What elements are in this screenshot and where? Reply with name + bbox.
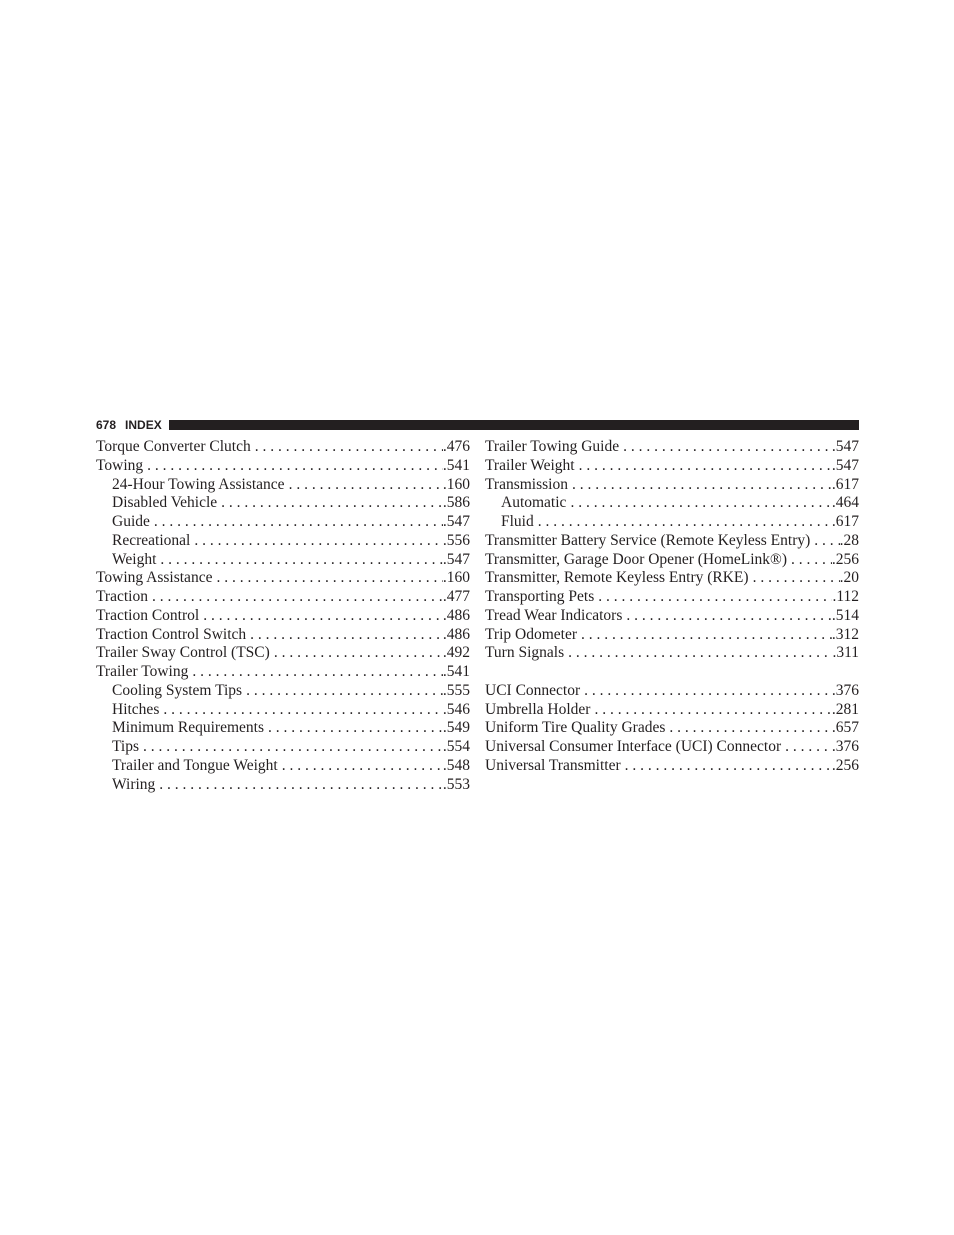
dot-leader bbox=[150, 513, 443, 532]
index-column-right bbox=[485, 438, 859, 776]
index-subentry bbox=[96, 494, 470, 513]
page-number: 678 bbox=[96, 418, 117, 432]
index-entry bbox=[485, 532, 859, 551]
dot-leader bbox=[575, 457, 832, 476]
index-term: Turn Signals bbox=[485, 644, 565, 662]
index-subentry bbox=[485, 494, 859, 513]
index-subentry bbox=[96, 738, 470, 757]
index-page-ref: .546 bbox=[442, 700, 470, 718]
index-page-ref: .28 bbox=[839, 531, 859, 549]
index-term: Wiring bbox=[112, 775, 156, 793]
index-page-ref: .586 bbox=[442, 494, 470, 512]
dot-leader bbox=[787, 551, 832, 570]
index-page-ref: .464 bbox=[831, 494, 859, 512]
index-subentry bbox=[96, 682, 470, 701]
index-page-ref: .492 bbox=[442, 644, 470, 662]
index-gap bbox=[485, 663, 859, 682]
index-entry bbox=[96, 607, 470, 626]
index-subentry bbox=[96, 701, 470, 720]
index-term: Universal Consumer Interface (UCI) Connector bbox=[485, 738, 782, 755]
index-term: Transmitter, Remote Keyless Entry (RKE) bbox=[485, 569, 749, 587]
index-entry bbox=[485, 588, 859, 607]
index-page-ref: .476 bbox=[442, 438, 470, 455]
index-term: Traction Control bbox=[96, 606, 200, 624]
index-page-ref: .514 bbox=[831, 606, 859, 624]
index-page-ref: .486 bbox=[442, 625, 470, 643]
index-page-ref: .556 bbox=[442, 531, 470, 549]
index-term: Hitches bbox=[112, 700, 160, 718]
dot-leader bbox=[594, 588, 832, 607]
index-column-left bbox=[96, 438, 470, 794]
index-entry bbox=[96, 644, 470, 663]
index-term: Transmitter, Garage Door Opener (HomeLink®) bbox=[485, 550, 787, 568]
dot-leader bbox=[217, 494, 443, 513]
index-page-ref: .541 bbox=[442, 456, 470, 474]
index-term: 24-Hour Towing Assistance bbox=[112, 475, 285, 493]
index-page-ref: .281 bbox=[831, 700, 859, 718]
dot-leader bbox=[621, 757, 832, 776]
index-subentry bbox=[96, 776, 470, 795]
index-term: Umbrella Holder bbox=[485, 700, 591, 718]
index-entry bbox=[485, 569, 859, 588]
dot-leader bbox=[139, 738, 443, 757]
index-page-ref: .256 bbox=[831, 550, 859, 568]
dot-leader bbox=[577, 626, 832, 645]
index-entry bbox=[96, 663, 470, 682]
index-entry bbox=[485, 551, 859, 570]
dot-leader bbox=[665, 719, 831, 738]
index-term: Guide bbox=[112, 513, 150, 530]
index-entry bbox=[485, 607, 859, 626]
header-rule bbox=[169, 420, 859, 430]
dot-leader bbox=[155, 776, 443, 795]
index-entry bbox=[485, 701, 859, 720]
index-page-ref: .547 bbox=[442, 550, 470, 568]
index-term: Transmission bbox=[485, 475, 568, 493]
index-term: Transmitter Battery Service (Remote Keyless Entry) bbox=[485, 531, 811, 549]
index-page-ref: .477 bbox=[442, 588, 470, 605]
dot-leader bbox=[148, 588, 443, 607]
index-term: Towing bbox=[96, 456, 144, 474]
index-subentry bbox=[96, 476, 470, 495]
index-term: Cooling System Tips bbox=[112, 681, 243, 699]
index-page-ref: .617 bbox=[831, 513, 859, 530]
dot-leader bbox=[622, 607, 832, 626]
dot-leader bbox=[580, 682, 832, 701]
index-entry bbox=[96, 626, 470, 645]
index-page-ref: .376 bbox=[831, 738, 859, 755]
index-entry bbox=[96, 438, 470, 457]
dot-leader bbox=[251, 438, 443, 457]
index-entry bbox=[485, 626, 859, 645]
index-page-ref: .547 bbox=[831, 456, 859, 474]
index-entry bbox=[485, 757, 859, 776]
index-term: Towing Assistance bbox=[96, 569, 213, 587]
index-term: Automatic bbox=[501, 494, 567, 512]
index-page-ref: .549 bbox=[442, 719, 470, 737]
index-entry bbox=[485, 438, 859, 457]
index-term: Torque Converter Clutch bbox=[96, 438, 251, 455]
index-entry bbox=[485, 682, 859, 701]
index-page-ref: .657 bbox=[831, 719, 859, 737]
index-term: Traction bbox=[96, 588, 148, 605]
dot-leader bbox=[188, 663, 443, 682]
dot-leader bbox=[212, 569, 442, 588]
index-entry bbox=[96, 457, 470, 476]
index-page-ref: .20 bbox=[839, 569, 859, 587]
index-page-ref: .486 bbox=[442, 606, 470, 624]
index-term: Tread Wear Indicators bbox=[485, 606, 623, 624]
index-subentry bbox=[96, 513, 470, 532]
index-term: Recreational bbox=[112, 531, 191, 549]
dot-leader bbox=[619, 438, 832, 457]
dot-leader bbox=[566, 494, 831, 513]
dot-leader bbox=[190, 532, 443, 551]
index-term: Trailer Sway Control (TSC) bbox=[96, 644, 270, 662]
dot-leader bbox=[156, 551, 442, 570]
index-term: Minimum Requirements bbox=[112, 719, 264, 737]
index-page-ref: .160 bbox=[442, 569, 470, 587]
index-subentry bbox=[96, 757, 470, 776]
index-term: Transporting Pets bbox=[485, 588, 595, 605]
index-page-ref: .311 bbox=[832, 644, 859, 662]
index-entry bbox=[485, 476, 859, 495]
index-term: Universal Transmitter bbox=[485, 756, 621, 774]
dot-leader bbox=[242, 682, 443, 701]
dot-leader bbox=[564, 644, 832, 663]
dot-leader bbox=[590, 701, 831, 720]
index-term: Trailer and Tongue Weight bbox=[112, 756, 278, 774]
index-page-ref: .160 bbox=[442, 475, 470, 493]
index-page-ref: .112 bbox=[832, 588, 859, 605]
dot-leader bbox=[568, 476, 832, 495]
index-entry bbox=[96, 569, 470, 588]
index-term: Weight bbox=[112, 550, 157, 568]
dot-leader bbox=[285, 476, 443, 495]
dot-leader bbox=[534, 513, 832, 532]
index-page-ref: .256 bbox=[831, 756, 859, 774]
index-page-ref: .376 bbox=[831, 681, 859, 699]
dot-leader bbox=[246, 626, 443, 645]
dot-leader bbox=[810, 532, 839, 551]
index-subentry bbox=[96, 532, 470, 551]
index-page-ref: .547 bbox=[831, 438, 859, 455]
index-entry bbox=[485, 644, 859, 663]
index-page-ref: .547 bbox=[442, 513, 470, 530]
index-term: Trailer Towing Guide bbox=[485, 438, 620, 455]
index-term: Trailer Towing bbox=[96, 663, 189, 680]
dot-leader bbox=[270, 644, 443, 663]
index-page-ref: .548 bbox=[442, 756, 470, 774]
index-page-ref: .312 bbox=[831, 625, 859, 643]
index-term: Uniform Tire Quality Grades bbox=[485, 719, 666, 737]
index-term: Fluid bbox=[501, 513, 534, 530]
dot-leader bbox=[749, 569, 840, 588]
index-page-ref: .554 bbox=[442, 738, 470, 755]
index-term: Traction Control Switch bbox=[96, 625, 247, 643]
index-page-ref: .617 bbox=[831, 475, 859, 493]
dot-leader bbox=[199, 607, 443, 626]
index-term: Tips bbox=[112, 738, 140, 755]
dot-leader bbox=[278, 757, 443, 776]
dot-leader bbox=[264, 719, 443, 738]
index-subentry bbox=[485, 513, 859, 532]
index-page-ref: .541 bbox=[442, 663, 470, 680]
index-term: Trip Odometer bbox=[485, 625, 577, 643]
index-term: Disabled Vehicle bbox=[112, 494, 218, 512]
dot-leader bbox=[159, 701, 443, 720]
index-page-ref: .555 bbox=[442, 681, 470, 699]
section-title: INDEX bbox=[125, 418, 162, 432]
index-entry bbox=[485, 738, 859, 757]
index-entry bbox=[485, 457, 859, 476]
dot-leader bbox=[143, 457, 443, 476]
index-entry bbox=[485, 719, 859, 738]
dot-leader bbox=[781, 738, 832, 757]
index-entry bbox=[96, 588, 470, 607]
page-header bbox=[96, 418, 859, 432]
index-term: Trailer Weight bbox=[485, 456, 575, 474]
index-term: UCI Connector bbox=[485, 681, 581, 699]
index-subentry bbox=[96, 551, 470, 570]
index-page-ref: .553 bbox=[442, 775, 470, 793]
index-subentry bbox=[96, 719, 470, 738]
